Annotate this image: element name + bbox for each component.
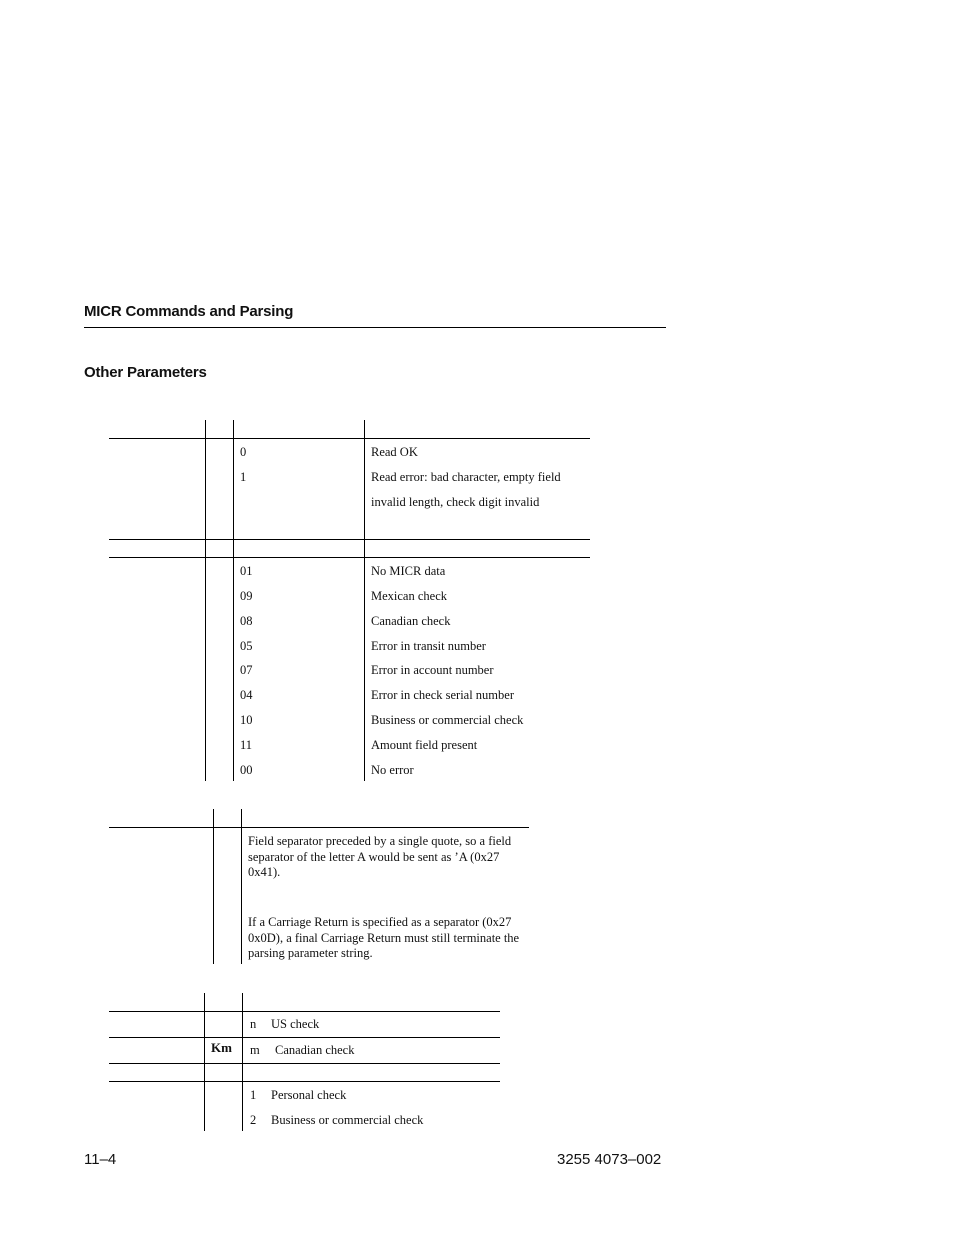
table-cell-code: 08 xyxy=(240,614,253,628)
table-cell-desc: Error in check serial number xyxy=(371,688,514,702)
table-cell-code: 01 xyxy=(240,564,253,578)
table-vertical-rule xyxy=(204,993,205,1131)
table-cell-desc: Business or commercial check xyxy=(371,713,524,727)
table-vertical-rule xyxy=(364,420,365,781)
table-cell-code: 1 xyxy=(250,1088,257,1102)
subsection-title: Other Parameters xyxy=(84,364,207,381)
section-title: MICR Commands and Parsing xyxy=(84,303,294,320)
table-cell-code: n xyxy=(250,1017,257,1031)
table-rule xyxy=(109,1063,500,1064)
table-cell-code: 11 xyxy=(240,738,253,752)
table-vertical-rule xyxy=(205,420,206,781)
table-cell-desc: Canadian check xyxy=(371,614,451,628)
table-cell-desc: Error in transit number xyxy=(371,639,486,653)
table-cell-desc: US check xyxy=(271,1017,320,1031)
table-cell-desc: Business or commercial check xyxy=(271,1113,424,1127)
table-cell-code: 10 xyxy=(240,713,253,727)
table-vertical-rule xyxy=(241,809,242,964)
table-cell-code: 2 xyxy=(250,1113,257,1127)
table-cell-desc: No error xyxy=(371,763,414,777)
table-vertical-rule xyxy=(233,420,234,781)
table-cell-code: 07 xyxy=(240,663,253,677)
table-vertical-rule xyxy=(242,993,243,1131)
table-rule xyxy=(109,438,590,439)
table-cell-desc: Read OK xyxy=(371,445,418,459)
table-vertical-rule xyxy=(213,809,214,964)
table-cell-desc: Mexican check xyxy=(371,589,448,603)
table-paragraph: Field separator preceded by a single quote, so a field separator of the letter A would be sent as ’A (0x27 0x41). xyxy=(248,834,512,879)
table-cell-code: 09 xyxy=(240,589,253,603)
table-cell-desc: No MICR data xyxy=(371,564,446,578)
table-cell-code: 05 xyxy=(240,639,253,653)
section-rule xyxy=(84,327,666,328)
table-cell-desc: Amount field present xyxy=(371,738,478,752)
table-cell-code: 00 xyxy=(240,763,253,777)
table-cell-desc: Error in account number xyxy=(371,663,494,677)
table-cell-code: 0 xyxy=(240,445,247,459)
table-rule xyxy=(109,1011,500,1012)
table-rule xyxy=(109,539,590,540)
table-cell-desc: Personal check xyxy=(271,1088,347,1102)
table-cell-code: 1 xyxy=(240,470,247,484)
table-cell-code: m xyxy=(250,1043,260,1057)
table-rule xyxy=(109,827,529,828)
table-rule xyxy=(109,1037,500,1038)
km-label: Km xyxy=(211,1040,232,1055)
page-number: 11–4 xyxy=(84,1151,117,1168)
table-paragraph: If a Carriage Return is specified as a separator (0x27 0x0D), a final Carriage Return must still terminate the parsing parameter string. xyxy=(248,915,520,960)
document-number: 3255 4073–002 xyxy=(557,1151,662,1168)
table-cell-desc: invalid length, check digit invalid xyxy=(371,495,540,509)
table-cell-code: 04 xyxy=(240,688,253,702)
table-rule xyxy=(109,1081,500,1082)
table-cell-desc: Canadian check xyxy=(275,1043,355,1057)
table-cell-desc: Read error: bad character, empty field xyxy=(371,470,561,484)
table-rule xyxy=(109,557,590,558)
